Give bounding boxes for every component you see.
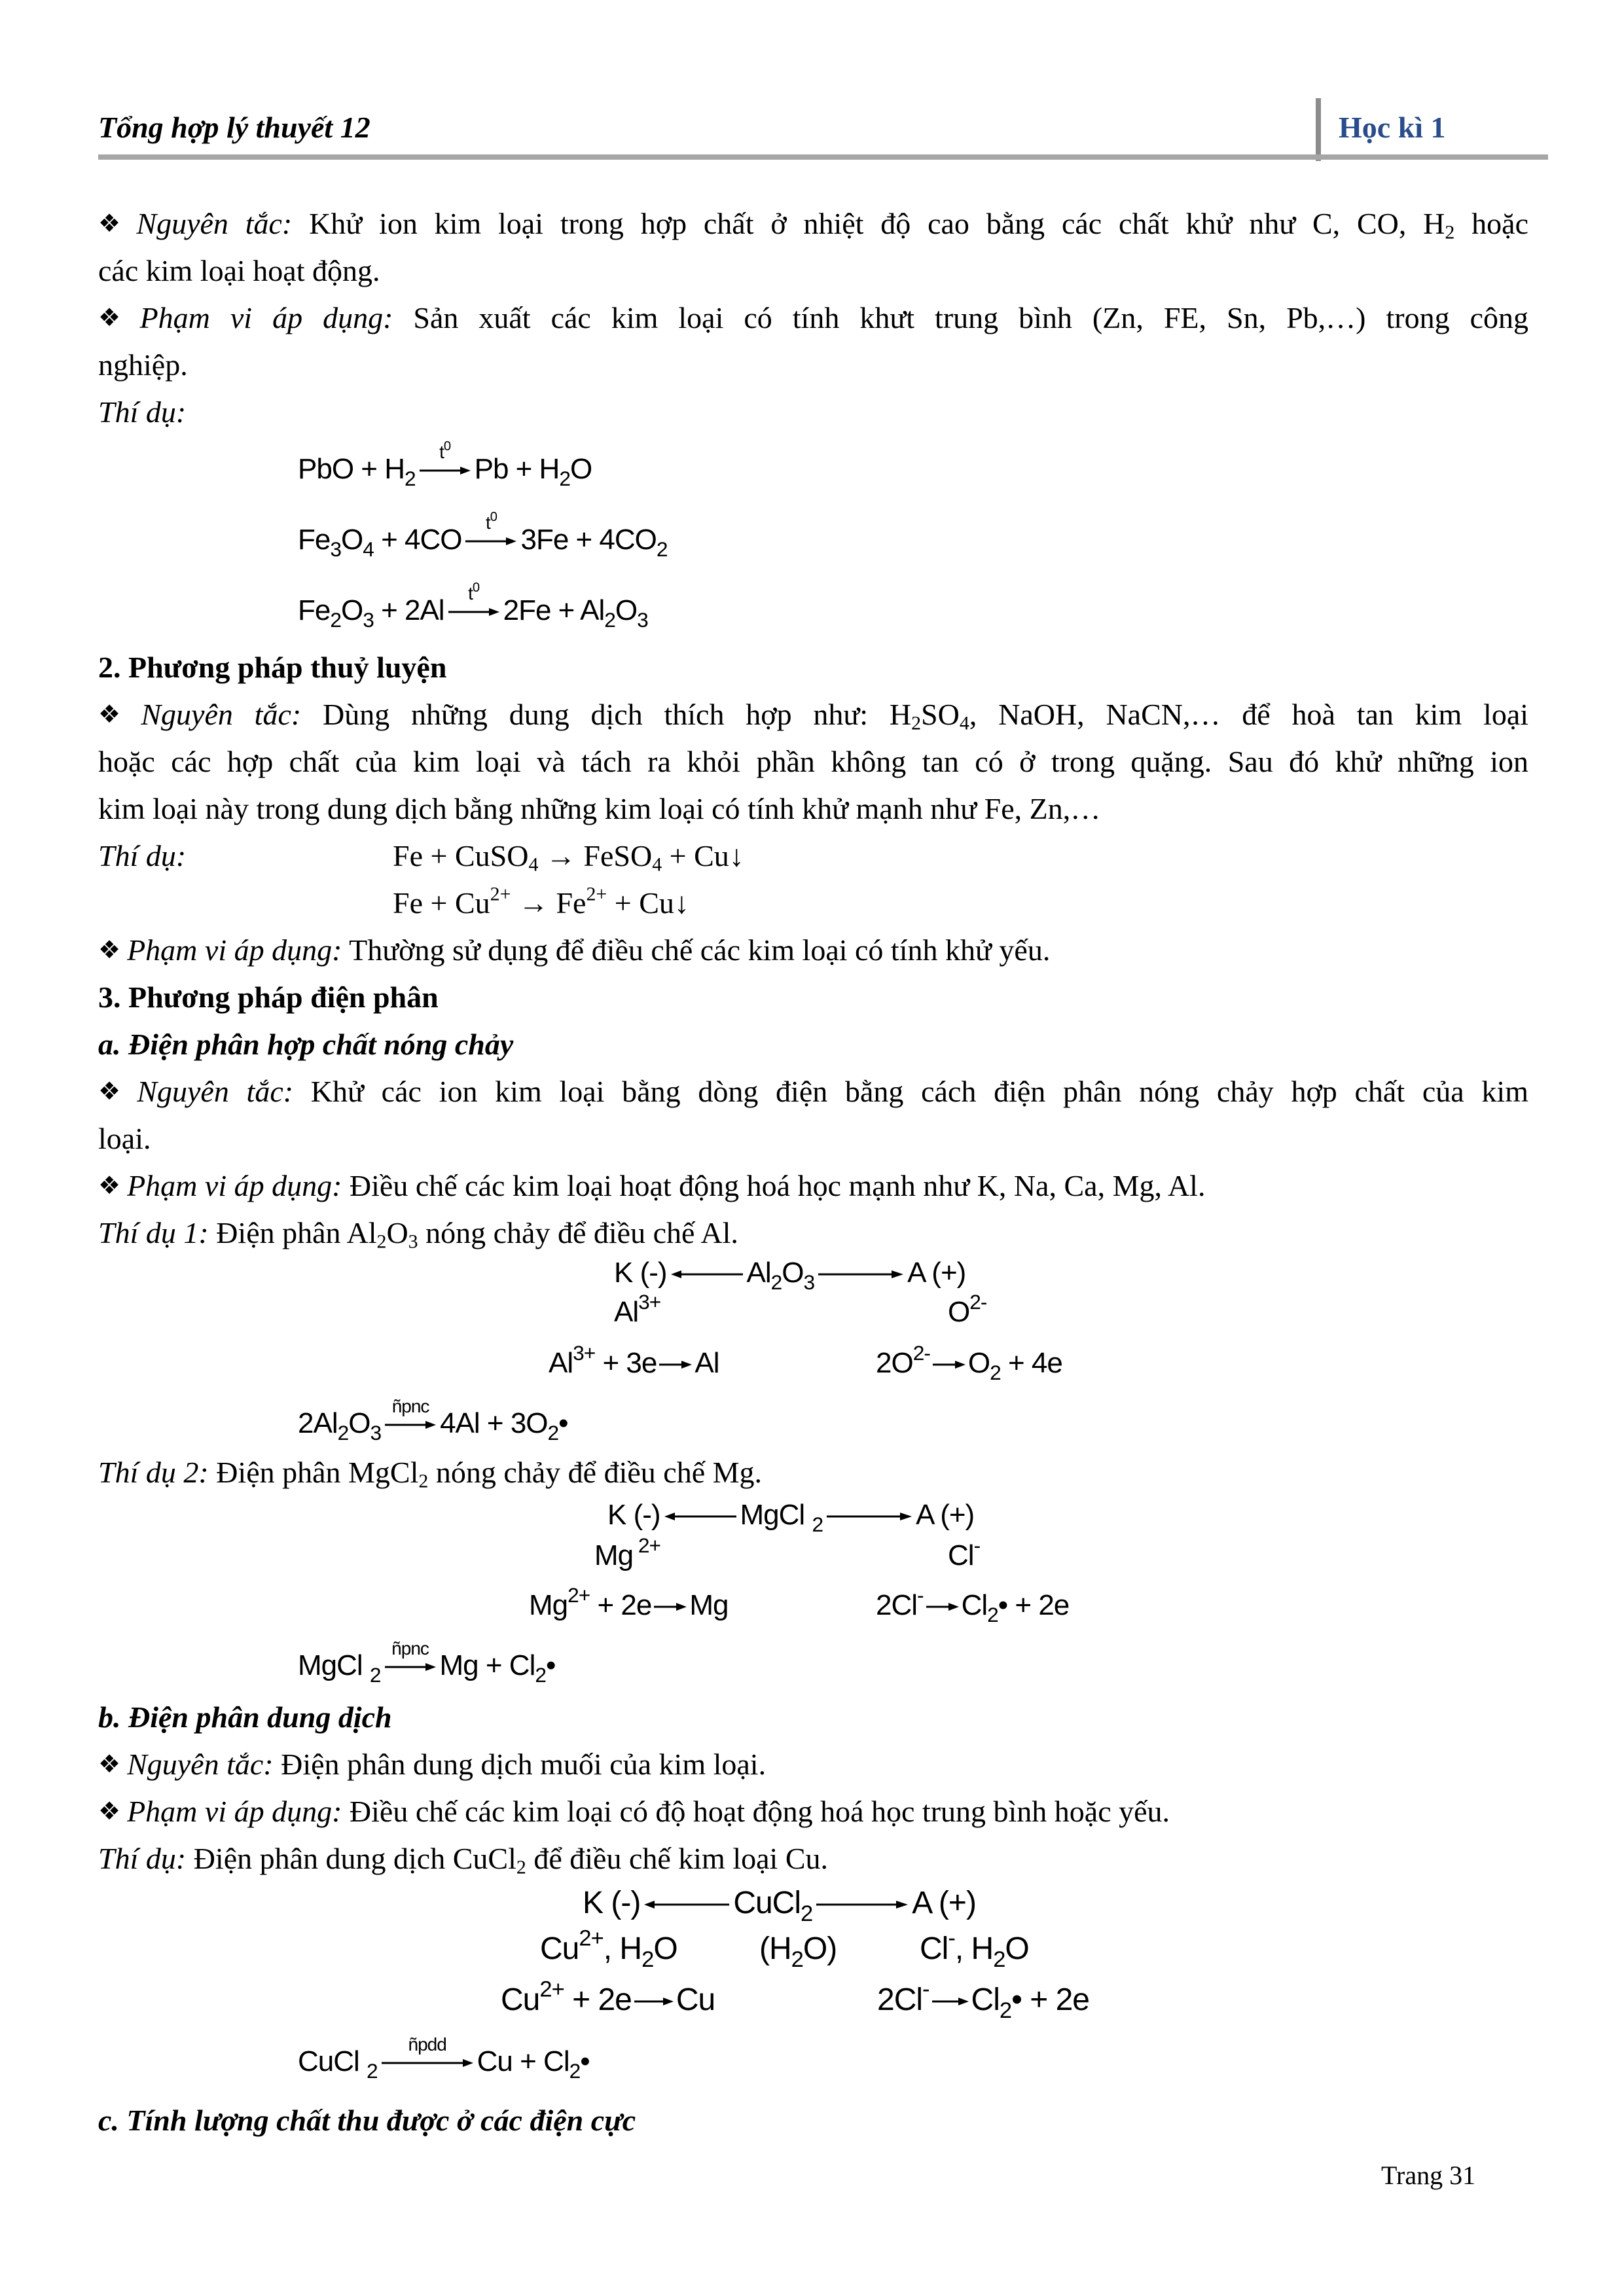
section-2-heading: 2. Phương pháp thuỷ luyện — [98, 651, 447, 684]
reaction-arrow-icon: $t^0$ — [465, 528, 516, 554]
section-3a-heading: a. Điện phân hợp chất nóng chảy — [98, 1028, 514, 1061]
anode-reaction-o: $2O^{2-}$ $O_2 + 4e$ — [876, 1341, 1062, 1385]
diamond-bullet-icon: ❖ — [98, 1797, 121, 1825]
section-3c-heading: c. Tính lượng chất thu được ở các điện cực — [98, 2104, 636, 2137]
diamond-bullet-icon: ❖ — [98, 1749, 121, 1778]
diamond-bullet-icon: ❖ — [98, 1171, 121, 1200]
example-label: Thí dụ: — [98, 395, 187, 429]
section-3a-example-1: Thí dụ 1: Điện phân $Al_2O_3$ nóng chảy để điều chế Al. — [98, 1216, 738, 1253]
paragraph-principle-line2: các kim loại hoạt động. — [98, 254, 380, 287]
equation-fe2o3: $Fe_2O_3 + 2Al$ $t^0$ $2Fe + Al_2O_3$ — [298, 581, 648, 632]
anode-reaction-cl: 2Cl- $Cl_2• + 2e$ — [876, 1583, 1070, 1627]
paragraph-scope-line1: ❖ Phạm vi áp dụng: Sản xuất các kim loại có tính khưt trung bình (Zn, FE, Sn, Pb,…) trong công — [98, 301, 1528, 334]
header-title: Tổng hợp lý thuyết 12 — [98, 111, 370, 144]
section-2-example-label: Thí dụ: — [98, 839, 187, 872]
diamond-bullet-icon: ❖ — [98, 1077, 131, 1105]
electrode-diagram-al2o3: K (-) $Al_2O_3$ A (+) — [614, 1257, 966, 1295]
header-rule — [98, 154, 1548, 160]
diamond-bullet-icon: ❖ — [98, 209, 130, 238]
section-2-equation-2: $Fe + Cu^{2+} \to Fe^{2+}$ + Cu↓ — [393, 883, 689, 920]
page-number: Trang 31 — [1381, 2161, 1476, 2190]
ion-clminus: Cl- — [948, 1534, 981, 1571]
reaction-arrow-icon: $t^0$ — [420, 457, 471, 484]
electrode-diagram-cucl2: K (-) CuCl$_2$ A (+) — [583, 1886, 976, 1927]
section-3a-example-2: Thí dụ 2: Điện phân MgCl$_2$ nóng chảy để điều chế Mg. — [98, 1456, 763, 1492]
solvent-species: $(H_2O)$ — [759, 1931, 837, 1973]
section-3a-scope: ❖ Phạm vi áp dụng: Điều chế các kim loại hoạt động hoá học mạnh như K, Na, Ca, Mg, Al. — [98, 1169, 1206, 1202]
section-2-equation-1: Fe + CuSO$_4$ → FeSO$_4$ + Cu↓ — [393, 839, 744, 876]
cathode-reaction-mg: $Mg^{2+} + 2e$ Mg — [529, 1583, 729, 1621]
electrode-diagram-mgcl2: K (-) MgCl $_2$ A (+) — [607, 1499, 975, 1537]
section-3b-example: Thí dụ: Điện phân dung dịch CuCl$_2$ để điều chế kim loại Cu. — [98, 1842, 828, 1878]
header-term: Học kì 1 — [1339, 111, 1446, 144]
section-3b-scope: ❖ Phạm vi áp dụng: Điều chế các kim loại có độ hoạt động hoá học trung bình hoặc yếu. — [98, 1795, 1170, 1828]
ion-mg2plus: Mg $^{2+}$ — [594, 1534, 661, 1571]
equation-fe3o4: $Fe_3O_4 + 4CO$ $t^0$ $3Fe + 4CO_2$ — [298, 510, 668, 562]
section-3a-principle-line1: ❖ Nguyên tắc: Khử các ion kim loại bằng dòng điện bằng cách điện phân nóng chảy hợp chất của kim — [98, 1075, 1528, 1108]
diamond-bullet-icon: ❖ — [98, 700, 135, 728]
equation-cucl2-overall: CuCl $_2$ ñpdd $Cu + Cl_2•$ — [298, 2034, 590, 2083]
reaction-arrow-icon: ñpnc — [385, 1412, 436, 1438]
section-3a-principle-line2: loại. — [98, 1122, 151, 1155]
reaction-arrow-icon: ñpnc — [385, 1654, 436, 1680]
ion-al3plus: $Al^{3+}$ — [614, 1290, 661, 1328]
paragraph-scope-line2: nghiệp. — [98, 348, 188, 382]
header-separator — [1316, 98, 1321, 161]
equation-pbo: PbO + $H_2$ $t^0$ $Pb + H_2O$ — [298, 439, 592, 491]
section-3b-principle: ❖ Nguyên tắc: Điện phân dung dịch muối của kim loại. — [98, 1748, 767, 1781]
reaction-arrow-icon: ñpdd — [382, 2050, 473, 2076]
reaction-arrow-icon: $t^0$ — [448, 599, 499, 625]
equation-al2o3-overall: $2Al_2O_3$ ñpnc $4Al + 3O_2•$ — [298, 1396, 568, 1445]
cathode-reaction-al: $Al^{3+} + 3e$ Al — [549, 1341, 719, 1379]
anode-species: Cl-, $H_2O$ — [920, 1926, 1029, 1973]
section-3b-heading: b. Điện phân dung dịch — [98, 1700, 392, 1734]
ion-o2minus: $O^{2-}$ — [948, 1290, 987, 1328]
section-2-principle-line3: kim loại này trong dung dịch bằng những kim loại có tính khử mạnh như Fe, Zn,… — [98, 792, 1101, 825]
section-2-principle-line2: hoặc các hợp chất của kim loại và tách ra khỏi phần không tan có ở trong quặng. Sau đó khử những ion — [98, 745, 1528, 778]
section-2-principle-line1: ❖ Nguyên tắc: Dùng những dung dịch thích hợp như: $H_2SO_4$, NaOH, NaCN,… để hoà tan kim loại — [98, 698, 1529, 734]
anode-reaction-cl2: 2Cl- $Cl_2• + 2e$ — [877, 1977, 1089, 2024]
cathode-species: $Cu^{2+}$, $H_2O$ — [540, 1926, 677, 1973]
diamond-bullet-icon: ❖ — [98, 935, 121, 964]
cathode-reaction-cu: $Cu^{2+} + 2e$ Cu — [501, 1977, 715, 2017]
paragraph-principle-line1: ❖ Nguyên tắc: Khử ion kim loại trong hợp chất ở nhiệt độ cao bằng các chất khử như C, CO, $H_2$ hoặc — [98, 207, 1529, 243]
diamond-bullet-icon: ❖ — [98, 303, 134, 332]
section-3-heading: 3. Phương pháp điện phân — [98, 980, 439, 1014]
equation-mgcl2-overall: MgCl $_2$ ñpnc $Mg + Cl_2•$ — [298, 1638, 556, 1687]
section-2-scope: ❖ Phạm vi áp dụng: Thường sử dụng để điều chế các kim loại có tính khử yếu. — [98, 933, 1051, 967]
